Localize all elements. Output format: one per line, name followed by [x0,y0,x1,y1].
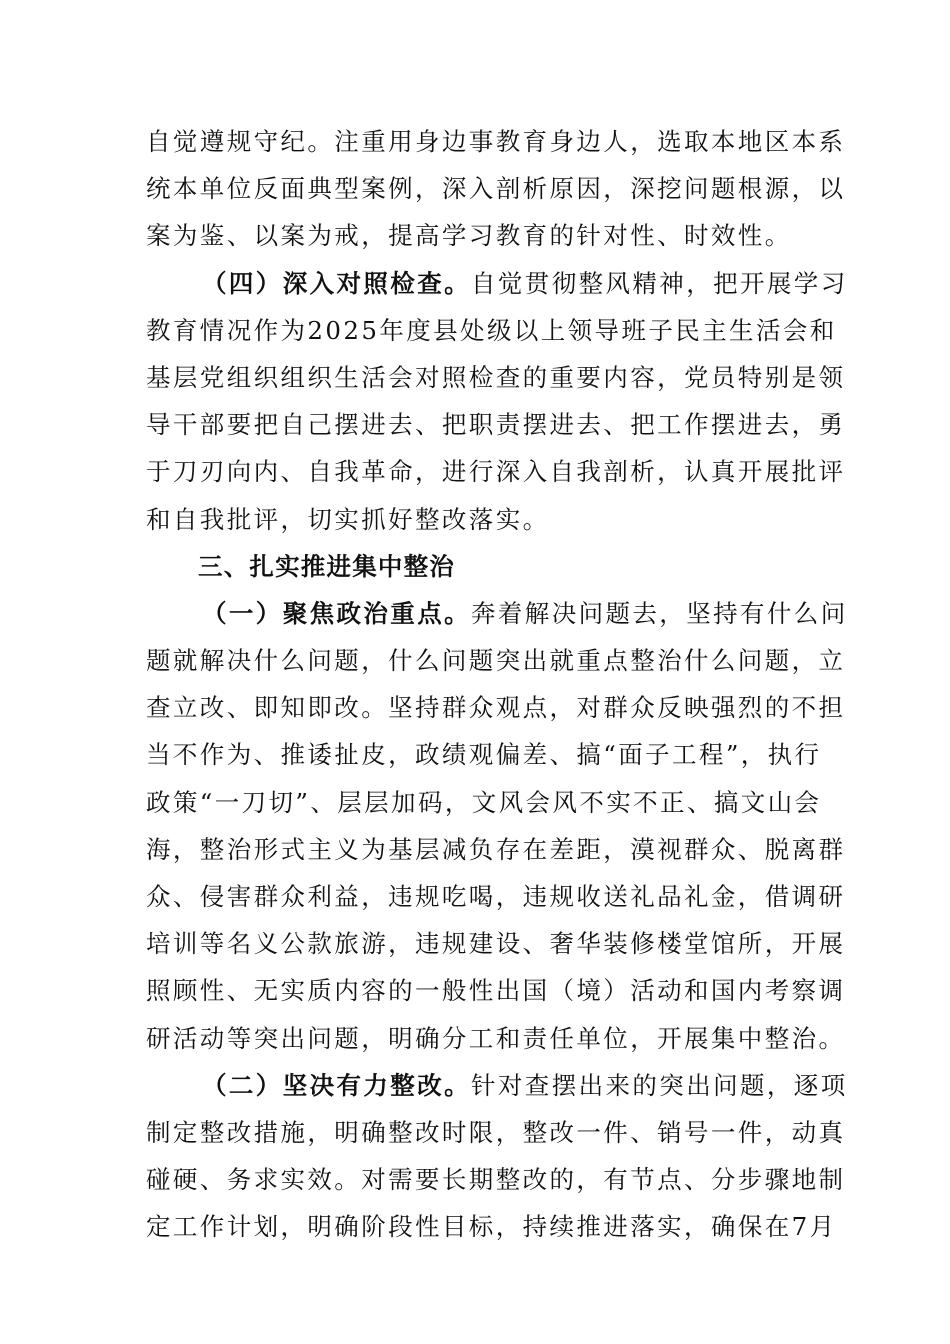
text-line: 碰硬、务求实效。对需要长期整改的，有节点、分步骤地制 [146,1165,846,1195]
text-line: 自觉贯彻整风精神，把开展学习 [471,268,848,298]
text-line: 制定整改措施，明确整改时限，整改一件、销号一件，动真 [146,1117,846,1147]
section-heading-three: 三、扎实推进集中整治 [198,551,455,581]
text-line: 政策“一刀切”、层层加码，文风会风不实不正、搞文山会 [146,787,822,817]
subheading-one: （一）聚焦政治重点。 [202,598,471,628]
text-line: 查立改、即知即改。坚持群众观点，对群众反映强烈的不担 [146,693,846,723]
text-line: 于刀刃向内、自我革命，进行深入自我剖析，认真开展批评 [146,457,846,487]
text-line: 照顾性、无实质内容的一般性出国（境）活动和国内考察调 [146,976,846,1006]
paragraph-one-first-line [146,590,848,637]
text-line: 当不作为、推诿扯皮，政绩观偏差、搞“面子工程”，执行 [146,740,822,770]
text-line: 自觉遵规守纪。注重用身边事教育身边人，选取本地区本系 [146,127,846,156]
text-line: 定工作计划，明确阶段性目标，持续推进落实，确保在7月 [146,1212,837,1242]
paragraph-two-first-line [146,1062,848,1109]
document-body [146,118,848,1251]
text-line: 题就解决什么问题，什么问题突出就重点整治什么问题，立 [146,646,846,676]
subheading-four: （四）深入对照检查。 [202,268,471,298]
text-line: 奔着解决问题去，坚持有什么问 [471,598,848,628]
text-line: 基层党组织组织生活会对照检查的重要内容，党员特别是领 [146,362,846,392]
subheading-two: （二）坚决有力整改。 [202,1070,471,1100]
text-line: 统本单位反面典型案例，深入剖析原因，深挖问题根源，以 [146,174,846,204]
text-line: 导干部要把自己摆进去、把职责摆进去、把工作摆进去，勇 [146,410,846,440]
text-line: 案为鉴、以案为戒，提高学习教育的针对性、时效性。 [146,221,792,251]
text-line: 和自我批评，切实抓好整改落实。 [146,504,550,534]
text-line: 众、侵害群众利益，违规吃喝，违规收送礼品礼金，借调研 [146,882,846,911]
text-line: 教育情况作为2025年度县处级以上领导班子民主生活会和 [146,315,837,345]
paragraph-four-first-line [146,260,848,307]
text-line: 针对查摆出来的突出问题，逐项 [471,1070,848,1100]
text-line: 培训等名义公款旅游，违规建设、奢华装修楼堂馆所，开展 [146,929,846,959]
text-line: 研活动等突出问题，明确分工和责任单位，开展集中整治。 [146,1023,846,1053]
text-line: 海，整治形式主义为基层减负存在差距，漠视群众、脱离群 [146,834,846,864]
